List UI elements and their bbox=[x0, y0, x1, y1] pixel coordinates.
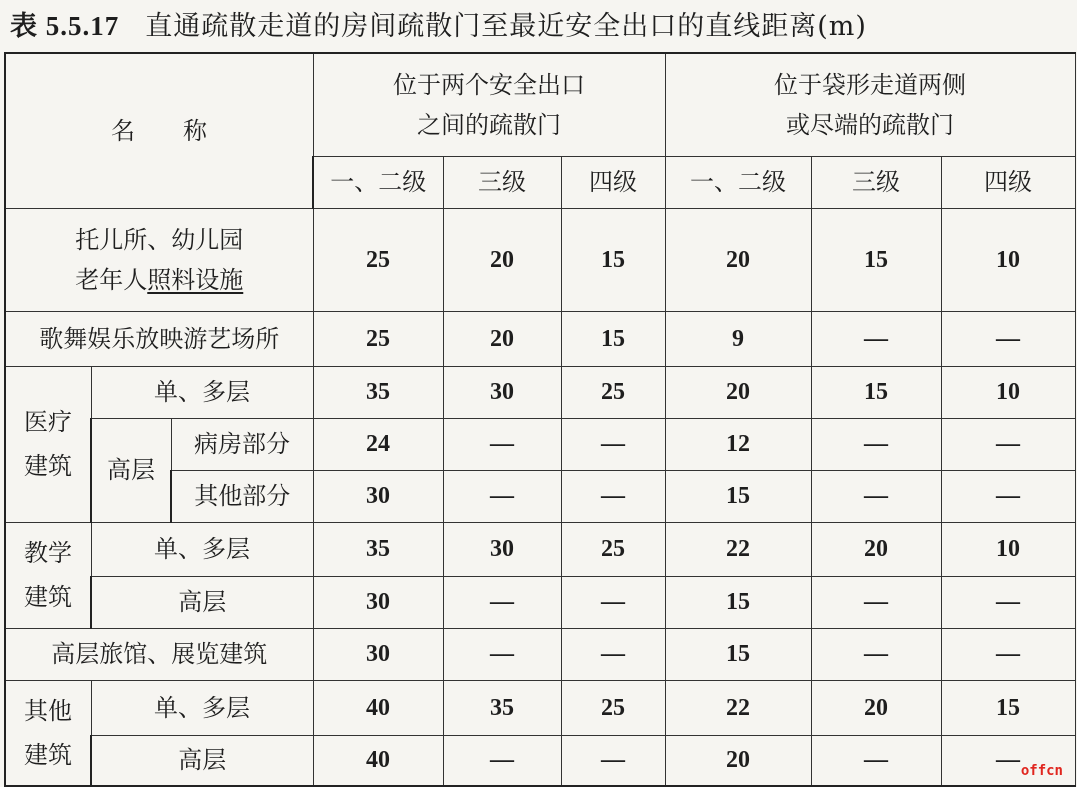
header-group-between-exits bbox=[313, 53, 665, 156]
header-line: 位于袋形走道两侧 bbox=[774, 70, 967, 99]
row-label-education bbox=[5, 522, 91, 628]
label-line: 建筑 bbox=[24, 452, 72, 480]
header-line: 或尽端的疏散门 bbox=[786, 110, 955, 139]
value-cell: 25 bbox=[561, 680, 665, 735]
value-cell: — bbox=[811, 735, 941, 786]
value-cell: — bbox=[561, 418, 665, 470]
value-cell: 30 bbox=[313, 576, 443, 628]
value-cell: — bbox=[443, 628, 561, 680]
row-label-other-part: 其他部分 bbox=[171, 470, 313, 522]
grade-header: 四级 bbox=[941, 156, 1075, 208]
row-label-single-multi: 单、多层 bbox=[91, 680, 313, 735]
value-cell: 15 bbox=[561, 208, 665, 311]
value-cell: 15 bbox=[941, 680, 1075, 735]
value-cell: 30 bbox=[443, 366, 561, 418]
value-cell: 15 bbox=[811, 208, 941, 311]
value-cell: — bbox=[443, 735, 561, 786]
value-cell: — bbox=[941, 311, 1075, 366]
header-name: 名 称 bbox=[5, 53, 313, 208]
value-cell: 22 bbox=[665, 522, 811, 576]
value-cell: 25 bbox=[561, 522, 665, 576]
value-cell: — bbox=[443, 470, 561, 522]
label-line: 医疗 bbox=[24, 408, 72, 436]
value-cell: 15 bbox=[561, 311, 665, 366]
value-cell: 15 bbox=[665, 628, 811, 680]
value-cell: — bbox=[811, 576, 941, 628]
value-cell: 20 bbox=[443, 208, 561, 311]
row-label-ward: 病房部分 bbox=[171, 418, 313, 470]
value-cell: 24 bbox=[313, 418, 443, 470]
row-label-high-rise: 高层 bbox=[91, 576, 313, 628]
value-cell: 40 bbox=[313, 680, 443, 735]
value-cell: — bbox=[811, 418, 941, 470]
table-row bbox=[5, 576, 1075, 628]
value-cell: — bbox=[561, 470, 665, 522]
label-line bbox=[6, 265, 313, 295]
grade-header: 四级 bbox=[561, 156, 665, 208]
grade-header: 一、二级 bbox=[313, 156, 443, 208]
value-cell: 35 bbox=[443, 680, 561, 735]
value-cell: 20 bbox=[811, 680, 941, 735]
header-line: 位于两个安全出口 bbox=[393, 70, 586, 99]
grade-header: 一、二级 bbox=[665, 156, 811, 208]
row-label-single-multi: 单、多层 bbox=[91, 522, 313, 576]
value-cell: 20 bbox=[665, 735, 811, 786]
value-cell: 35 bbox=[313, 522, 443, 576]
table-row bbox=[5, 680, 1075, 735]
value-cell: 22 bbox=[665, 680, 811, 735]
table-row bbox=[5, 208, 1075, 311]
value-cell: — bbox=[811, 470, 941, 522]
label-part: 老年人 bbox=[75, 265, 148, 294]
table-row bbox=[5, 735, 1075, 786]
value-cell: 30 bbox=[313, 628, 443, 680]
value-cell: 40 bbox=[313, 735, 443, 786]
value-cell: 10 bbox=[941, 522, 1075, 576]
table-row bbox=[5, 418, 1075, 470]
value-cell: — bbox=[443, 418, 561, 470]
header-group-dead-end bbox=[665, 53, 1075, 156]
value-cell: — bbox=[561, 735, 665, 786]
value-cell: 25 bbox=[561, 366, 665, 418]
table-row bbox=[5, 311, 1075, 366]
value-cell: — bbox=[941, 628, 1075, 680]
grade-header: 三级 bbox=[443, 156, 561, 208]
table-row bbox=[5, 628, 1075, 680]
value-cell: — bbox=[561, 576, 665, 628]
value-cell: 25 bbox=[313, 208, 443, 311]
value-cell: 20 bbox=[665, 366, 811, 418]
row-label-high-rise: 高层 bbox=[91, 418, 171, 522]
value-cell: — bbox=[941, 735, 1075, 786]
header-line: 之间的疏散门 bbox=[417, 110, 562, 139]
row-label-medical bbox=[5, 366, 91, 522]
label-line: 托儿所、幼儿园 bbox=[75, 225, 244, 254]
value-cell: 20 bbox=[665, 208, 811, 311]
value-cell: — bbox=[811, 628, 941, 680]
label-line: 建筑 bbox=[24, 740, 72, 769]
table-caption: 直通疏散走道的房间疏散门至最近安全出口的直线距离(m) bbox=[145, 11, 867, 42]
value-cell: — bbox=[443, 576, 561, 628]
value-cell: 15 bbox=[811, 366, 941, 418]
distance-table bbox=[4, 52, 1076, 787]
row-label-other-building bbox=[5, 680, 91, 786]
label-line: 教学 bbox=[24, 539, 72, 567]
table-title bbox=[10, 4, 867, 43]
value-cell: 25 bbox=[313, 311, 443, 366]
label-line: 其他 bbox=[24, 696, 72, 725]
value-cell: 10 bbox=[941, 208, 1075, 311]
value-cell: 20 bbox=[443, 311, 561, 366]
value-cell: 15 bbox=[665, 470, 811, 522]
value-cell: 30 bbox=[313, 470, 443, 522]
grade-header: 三级 bbox=[811, 156, 941, 208]
value-cell: 15 bbox=[665, 576, 811, 628]
value-cell: 35 bbox=[313, 366, 443, 418]
value-cell: 30 bbox=[443, 522, 561, 576]
row-label-entertainment: 歌舞娱乐放映游艺场所 bbox=[5, 311, 313, 366]
value-cell: — bbox=[811, 311, 941, 366]
value-cell: — bbox=[941, 470, 1075, 522]
value-cell: 20 bbox=[811, 522, 941, 576]
value-cell: 12 bbox=[665, 418, 811, 470]
row-label-high-rise: 高层 bbox=[91, 735, 313, 786]
value-cell: — bbox=[561, 628, 665, 680]
row-label-nursery bbox=[5, 208, 313, 311]
value-cell: 10 bbox=[941, 366, 1075, 418]
table-row bbox=[5, 522, 1075, 576]
watermark: offcn bbox=[1020, 763, 1063, 779]
table-number: 表 5.5.17 bbox=[10, 11, 120, 41]
label-line: 建筑 bbox=[24, 583, 72, 611]
row-label-hotel: 高层旅馆、展览建筑 bbox=[5, 628, 313, 680]
table-row bbox=[5, 366, 1075, 418]
label-part-underlined: 照料设施 bbox=[147, 265, 244, 294]
value-cell: 9 bbox=[665, 311, 811, 366]
value-cell: — bbox=[941, 576, 1075, 628]
value-cell: — bbox=[941, 418, 1075, 470]
row-label-single-multi: 单、多层 bbox=[91, 366, 313, 418]
